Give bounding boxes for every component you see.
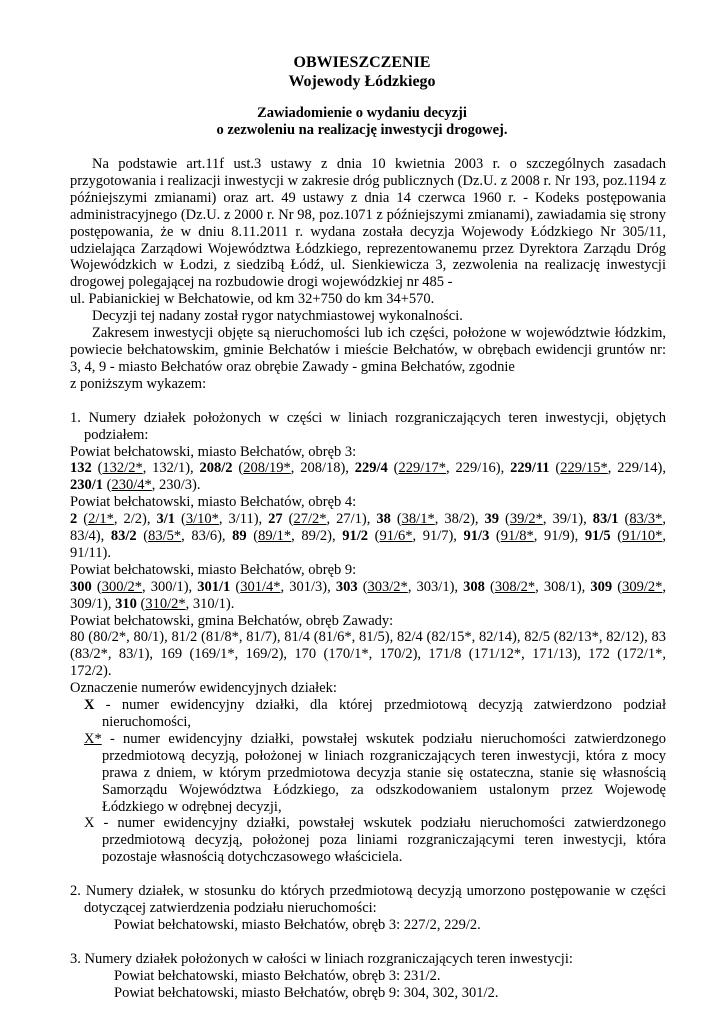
issuing-authority: Wojewody Łódzkiego bbox=[288, 73, 436, 90]
section-3-heading: 3. Numery działek położonych w całości w liniach rozgraniczających teren inwestycji: bbox=[70, 950, 573, 967]
legend-heading: Oznaczenie numerów ewidencyjnych działek: bbox=[70, 680, 337, 697]
rigor-paragraph: Decyzji tej nadany został rygor natychmiastowej wykonalności. bbox=[92, 308, 463, 325]
group-1-parcels: 132 (132/2*, 132/1), 208/2 (208/19*, 208/18), 229/4 (229/17*, 229/16), 229/11 (229/15*, 229/14), 230/1 (230/4*, 230/3). bbox=[70, 460, 666, 494]
scope-paragraph-end: z poniższym wykazem: bbox=[70, 375, 207, 392]
group-4-label: Powiat bełchatowski, gmina Bełchatów, obręb Zawady: bbox=[70, 612, 394, 629]
section-3-line-2: Powiat bełchatowski, miasto Bełchatów, obręb 9: 304, 302, 301/2. bbox=[114, 984, 499, 1001]
group-4-parcels: 80 (80/2*, 80/1), 81/2 (81/8*, 81/7), 81/4 (81/6*, 81/5), 82/4 (82/15*, 82/14), 82/5 (82/13*, 82/12), 83 (83/2*, 83/1), 169 (169/1*, 169/2), 170 (170/1*, 170/2), 171/8 (171/12*, 171/13), 172 (172/1*, 172/2). bbox=[70, 629, 666, 680]
group-2-label: Powiat bełchatowski, miasto Bełchatów, obręb 4: bbox=[70, 494, 357, 511]
subtitle-line-2: o zezwoleniu na realizację inwestycji drogowej. bbox=[216, 122, 508, 138]
document-title: OBWIESZCZENIE bbox=[293, 54, 431, 71]
scope-paragraph: Zakresem inwestycji objęte są nieruchomości lub ich części, położone w województwie łódzkim, powiecie bełchatowskim, gminie Bełchatów i mieście Bełchatów, w obrębach ewidencji gruntów nr: 3, 4, 9 - miasto Bełchatów oraz obrębie Zawady - gmina Bełchatów, zgodnie bbox=[70, 325, 666, 375]
group-3-parcels: 300 (300/2*, 300/1), 301/1 (301/4*, 301/3), 303 (303/2*, 303/1), 308 (308/2*, 308/1), 309 (309/2*, 309/1), 310 (310/2*, 310/1). bbox=[70, 578, 666, 612]
section-2-heading: 2. Numery działek, w stosunku do których przedmiotową decyzją umorzono postępowanie w części dotyczącej zatwierdzenia podziału nieruchomości: bbox=[70, 883, 666, 917]
legend-item-x: X - numer ewidencyjny działki, dla której przedmiotową decyzją zatwierdzono podział nieruchomości, bbox=[84, 697, 666, 730]
section-1-heading: 1. Numery działek położonych w części w liniach rozgraniczających teren inwestycji, objętych podziałem: bbox=[70, 409, 666, 443]
subtitle-line-1: Zawiadomienie o wydaniu decyzji bbox=[257, 105, 467, 121]
legend-item-x-plain: X - numer ewidencyjny działki, powstałej wskutek podziału nieruchomości zatwierdzonego przedmiotową decyzją, położonej poza liniami rozgraniczającymi teren inwestycji, która pozostaje własnością dotychczasowego właściciela. bbox=[84, 815, 666, 866]
document-body bbox=[70, 156, 666, 1002]
group-3-label: Powiat bełchatowski, miasto Bełchatów, obręb 9: bbox=[70, 561, 357, 578]
legend-item-x-star: X* - numer ewidencyjny działki, powstałej wskutek podziału nieruchomości zatwierdzonego przedmiotową decyzją, położonej w liniach rozgraniczających teren inwestycji, która z mocy prawa z dniem, w którym przedmiotowa decyzja stanie się ostateczna, stanie się własnością Samorządu Województwa Łódzkiego, za odszkodowaniem ustalonym przez Wojewodę Łódzkiego w odrębnej decyzji, bbox=[84, 730, 666, 815]
section-3-line-1: Powiat bełchatowski, miasto Bełchatów, obręb 3: 231/2. bbox=[114, 967, 441, 984]
intro-paragraph: Na podstawie art.11f ust.3 ustawy z dnia 10 kwietnia 2003 r. o szczególnych zasadach przygotowania i realizacji inwestycji w zakresie dróg publicznych (Dz.U. z 2008 r. Nr 193, poz.1194 z późniejszymi zmianami) oraz art. 49 ustawy z dnia 14 czerwca 1960 r. - Kodeks postępowania administracyjnego (Dz.U. z 2000 r. Nr 98, poz.1071 z późniejszymi zmianami), zawiadamia się strony postępowania, że w dniu 8.11.2011 r. wydana została decyzja Wojewody Łódzkiego Nr 305/11, udzielająca Zarządowi Województwa Łódzkiego, reprezentowanemu przez Dyrektora Zarządu Dróg Wojewódzkich w Łodzi, z siedzibą Łódź, ul. Sienkiewicza 3, zezwolenia na realizację inwestycji drogowej polegającej na rozbudowie drogi wojewódzkiej nr 485 - bbox=[70, 156, 666, 291]
group-1-label: Powiat bełchatowski, miasto Bełchatów, obręb 3: bbox=[70, 443, 357, 460]
section-2-line: Powiat bełchatowski, miasto Bełchatów, obręb 3: 227/2, 229/2. bbox=[114, 916, 481, 933]
intro-paragraph-end: ul. Pabianickiej w Bełchatowie, od km 32+750 do km 34+570. bbox=[70, 291, 435, 308]
group-2-parcels: 2 (2/1*, 2/2), 3/1 (3/10*, 3/11), 27 (27/2*, 27/1), 38 (38/1*, 38/2), 39 (39/2*, 39/1), 83/1 (83/3*, 83/4), 83/2 (83/5*, 83/6), 89 (89/1*, 89/2), 91/2 (91/6*, 91/7), 91/3 (91/8*, 91/9), 91/5 (91/10*, 91/11). bbox=[70, 511, 667, 561]
